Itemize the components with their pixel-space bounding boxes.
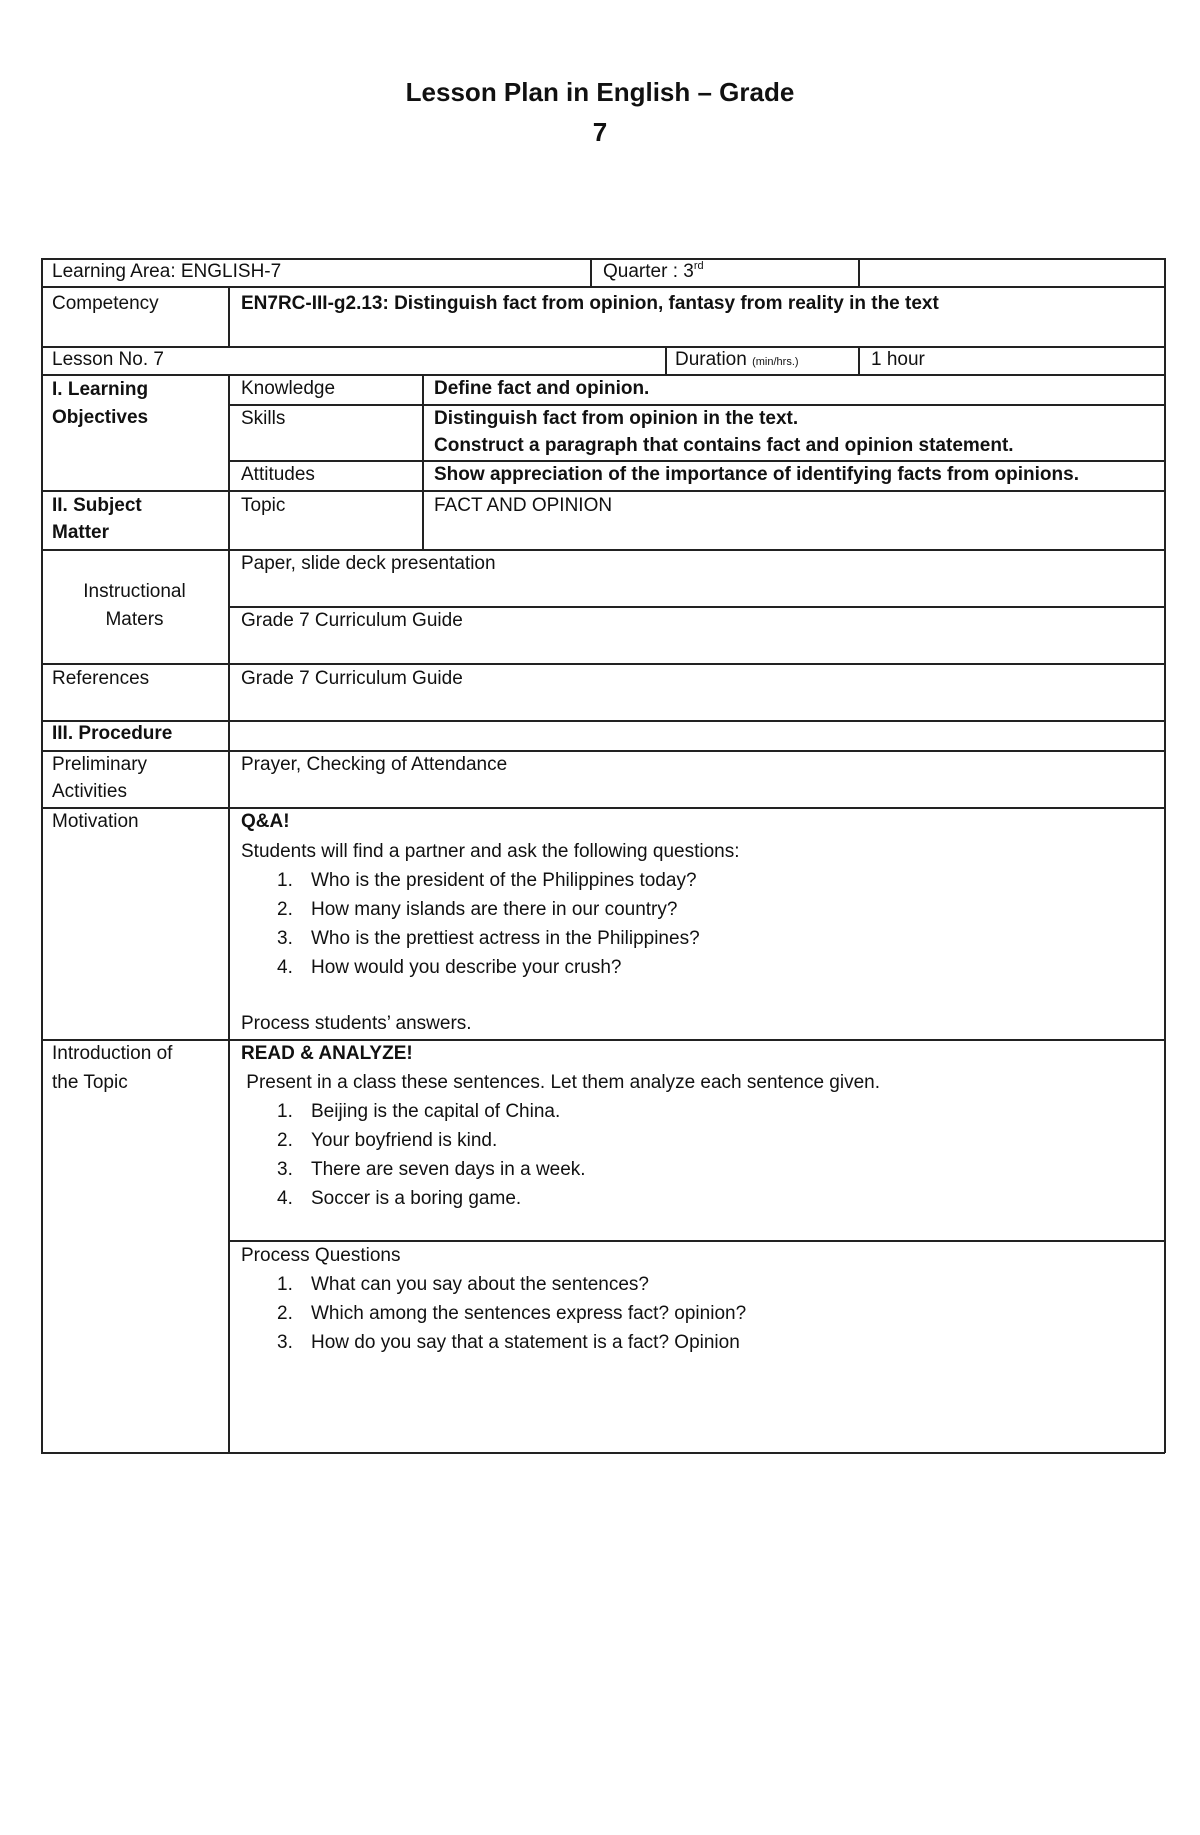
attitudes-label: Attitudes [241, 464, 315, 485]
list-item: 2. Your boyfriend is kind. [277, 1130, 498, 1151]
references-value: Grade 7 Curriculum Guide [241, 668, 463, 689]
intro-label-1: Introduction of [52, 1043, 173, 1064]
skills-value-1: Distinguish fact from opinion in the text. [434, 408, 799, 429]
list-item: 1. Who is the president of the Philippines today? [277, 870, 697, 891]
procedure-label: III. Procedure [52, 723, 173, 744]
quarter-label: Quarter : 3 [603, 261, 694, 282]
knowledge-value: Define fact and opinion. [434, 378, 650, 399]
materials-label-1: Instructional [83, 581, 186, 602]
intro-text: Present in a class these sentences. Let them analyze each sentence given. [241, 1072, 880, 1093]
preliminary-value: Prayer, Checking of Attendance [241, 754, 508, 775]
topic-label: Topic [241, 495, 286, 516]
references-label: References [52, 668, 150, 689]
learning-area: Learning Area: ENGLISH-7 [52, 261, 282, 282]
subject-label-1: II. Subject [52, 495, 142, 516]
objectives-label-1: I. Learning [52, 379, 149, 400]
skills-label: Skills [241, 408, 286, 429]
title-line-2: 7 [592, 117, 608, 147]
attitudes-value: Show appreciation of the importance of identifying facts from opinions. [434, 464, 1079, 485]
duration-value: 1 hour [871, 349, 925, 370]
list-item: 3. Who is the prettiest actress in the Philippines? [277, 928, 700, 949]
materials-value-1: Paper, slide deck presentation [241, 553, 496, 574]
preliminary-label-1: Preliminary [52, 754, 148, 775]
motivation-intro: Students will find a partner and ask the following questions: [241, 841, 740, 862]
knowledge-label: Knowledge [241, 378, 336, 399]
skills-value-2: Construct a paragraph that contains fact and opinion statement. [434, 435, 1014, 456]
quarter-suffix: rd [693, 260, 704, 272]
materials-label-2: Maters [105, 609, 164, 630]
preliminary-label-2: Activities [52, 781, 127, 802]
list-item: 2. How many islands are there in our country? [277, 899, 678, 920]
motivation-list [241, 866, 700, 982]
intro-heading: READ & ANALYZE! [241, 1043, 413, 1064]
quarter-cell [603, 260, 704, 284]
list-item: 3. There are seven days in a week. [277, 1159, 586, 1180]
duration-unit: (min/hrs.) [752, 356, 799, 368]
competency-label: Competency [52, 293, 159, 314]
list-item: 1. What can you say about the sentences? [277, 1274, 649, 1295]
competency-value: EN7RC-III-g2.13: Distinguish fact from opinion, fantasy from reality in the text [241, 293, 939, 314]
intro-list [241, 1097, 586, 1213]
motivation-label: Motivation [52, 811, 139, 832]
list-item: 4. How would you describe your crush? [277, 957, 622, 978]
objectives-label-2: Objectives [52, 407, 149, 428]
intro-label-2: the Topic [52, 1072, 128, 1093]
lesson-number: Lesson No. 7 [52, 349, 164, 370]
list-item: 4. Soccer is a boring game. [277, 1188, 522, 1209]
materials-value-2: Grade 7 Curriculum Guide [241, 610, 463, 631]
subject-label-2: Matter [52, 522, 110, 543]
process-list [241, 1270, 746, 1357]
list-item: 3. How do you say that a statement is a fact? Opinion [277, 1332, 740, 1353]
motivation-heading: Q&A! [241, 811, 290, 832]
duration-label: Duration (min/hrs.) [675, 349, 799, 370]
motivation-process: Process students’ answers. [241, 1013, 472, 1034]
list-item: 2. Which among the sentences express fact? opinion? [277, 1303, 747, 1324]
process-heading: Process Questions [241, 1245, 401, 1266]
topic-value: FACT AND OPINION [434, 495, 613, 516]
list-item: 1. Beijing is the capital of China. [277, 1101, 561, 1122]
title-line-1: Lesson Plan in English – Grade [405, 77, 795, 107]
